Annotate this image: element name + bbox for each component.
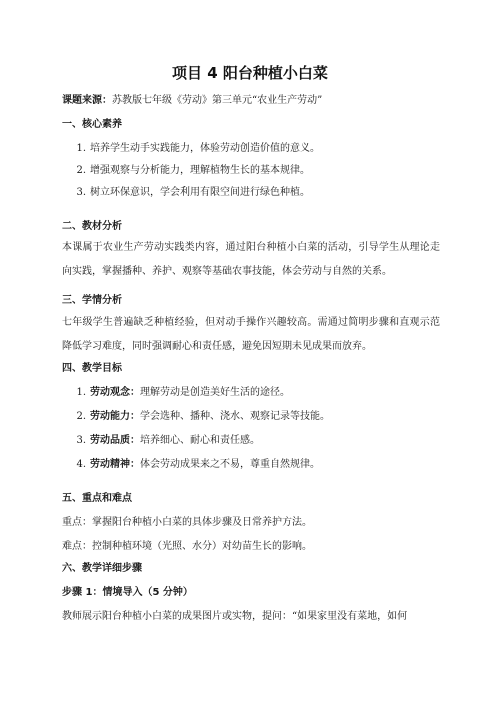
list-text: 树立环保意识，学会利用有限空间进行绿色种植。 (90, 187, 310, 198)
goal-label: 劳动品质： (90, 435, 140, 446)
goal-text: 培养细心、耐心和责任感。 (140, 435, 260, 446)
goal-text: 体会劳动成果来之不易，尊重自然规律。 (140, 459, 320, 470)
list-number: 3. (76, 435, 86, 446)
goal-text: 学会选种、播种、浇水、观察记录等技能。 (140, 411, 330, 422)
list-number: 3. (76, 187, 86, 198)
list-item (76, 142, 450, 156)
source-label: 课题来源： (62, 95, 112, 106)
section-heading-teaching-goals: 四、教学目标 (62, 363, 122, 374)
section-heading-textbook-analysis: 二、教材分析 (62, 221, 122, 232)
list-number: 2. (76, 165, 86, 176)
goal-label: 劳动精神： (90, 459, 140, 470)
list-number: 1. (76, 143, 86, 154)
list-item (76, 386, 450, 400)
list-number: 4. (76, 459, 86, 470)
goal-label: 劳动观念： (90, 387, 140, 398)
list-item (76, 186, 450, 200)
list-text: 培养学生动手实践能力，体验劳动创造价值的意义。 (90, 143, 320, 154)
document-title: 项目 4 阳台种植小白菜 (172, 64, 328, 82)
section-heading-teaching-steps: 六、教学详细步骤 (62, 563, 142, 574)
section-heading-student-analysis: 三、学情分析 (62, 295, 122, 306)
textbook-analysis-paragraph: 本课属于农业生产劳动实践类内容，通过阳台种植小白菜的活动，引导学生从理论走向实践，掌握播种、养护、观察等基础农事技能，体会劳动与自然的关系。 (62, 242, 440, 277)
step-1-text: 教师展示阳台种植小白菜的成果图片或实物，提问：“如果家里没有菜地，如何 (62, 611, 408, 622)
list-item (76, 458, 450, 472)
source-line (62, 94, 442, 108)
source-text: 苏教版七年级《劳动》第三单元“农业生产劳动” (112, 95, 323, 106)
list-item (76, 164, 450, 178)
list-item (76, 434, 450, 448)
list-number: 2. (76, 411, 86, 422)
list-text: 增强观察与分析能力，理解植物生长的基本规律。 (90, 165, 310, 176)
difficult-point-line: 难点：控制种植环境（光照、水分）对幼苗生长的影响。 (62, 541, 312, 552)
list-item (76, 410, 450, 424)
section-heading-key-difficult: 五、重点和难点 (62, 493, 132, 504)
step-1-heading: 步骤 1：情境导入（5 分钟） (62, 587, 193, 598)
key-point-line: 重点：掌握阳台种植小白菜的具体步骤及日常养护方法。 (62, 517, 312, 528)
section-heading-core-literacy: 一、核心素养 (62, 119, 122, 130)
list-number: 1. (76, 387, 86, 398)
goal-text: 理解劳动是创造美好生活的途径。 (140, 387, 290, 398)
goal-label: 劳动能力： (90, 411, 140, 422)
student-analysis-paragraph: 七年级学生普遍缺乏种植经验，但对动手操作兴趣较高。需通过简明步骤和直观示范降低学习难度，同时强调耐心和责任感，避免因短期未见成果而放弃。 (62, 317, 440, 352)
